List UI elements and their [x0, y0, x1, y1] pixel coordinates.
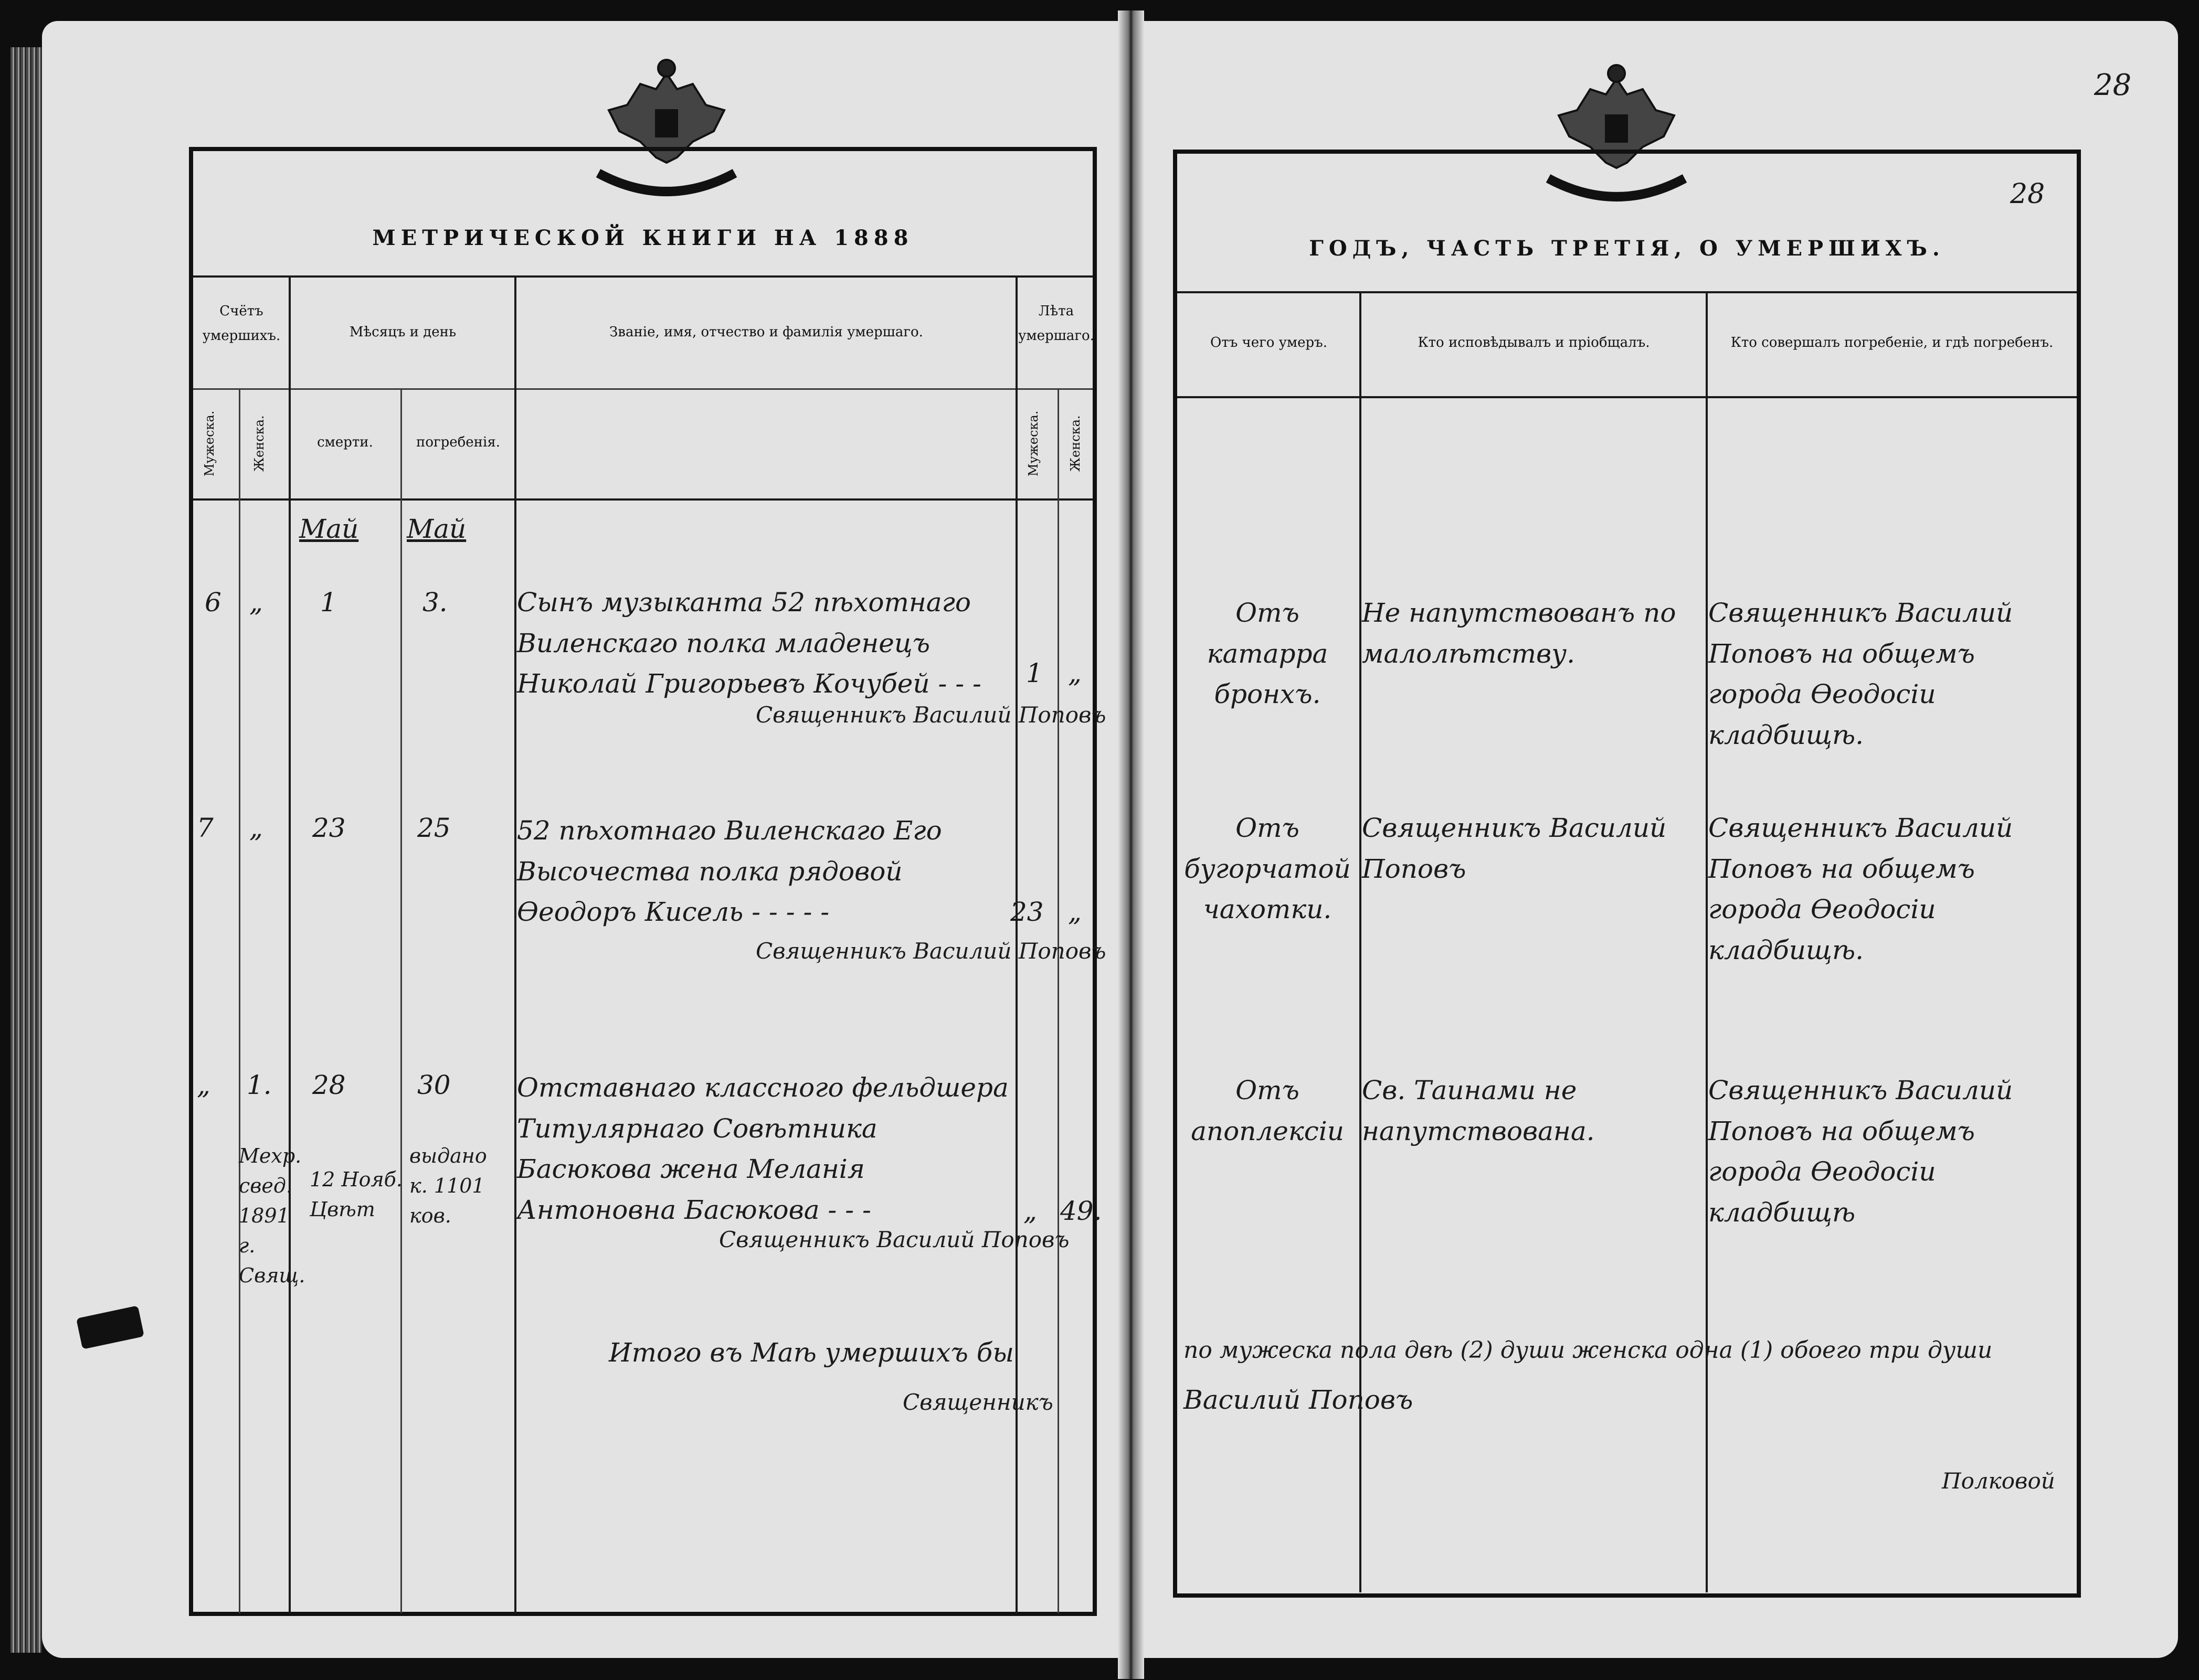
col-rule: [514, 275, 516, 1613]
entry-text: Сынъ музыканта 52 пѣхотнаго Виленскаго полка младенецъ Николай Григорьевъ Кочубей - - -: [517, 587, 981, 699]
header-month-day: Мѣсяцъ и день: [349, 324, 457, 340]
entry-signature: Священникъ Василий Поповъ: [756, 702, 1106, 728]
cause-entry: Отъ катарра бронхъ.: [1207, 598, 1328, 709]
entry-age-f: „: [1068, 897, 1082, 927]
entry-death-day: 1: [320, 587, 337, 618]
page-number-inner: 28: [2010, 178, 2045, 210]
col-rule: [239, 388, 240, 1613]
burier-entry: Священникъ Василий Поповъ на общемъ города Өеодосіи кладбищѣ.: [1708, 598, 2013, 750]
right-header-rule: [1177, 291, 2077, 293]
burier-entry: Священникъ Василий Поповъ на общемъ города Өеодосіи кладбищѣ.: [1708, 813, 2013, 965]
left-summary-sign: Священникъ: [903, 1389, 1053, 1415]
entry-age-f: 49.: [1060, 1196, 1102, 1226]
book-gutter: [1118, 10, 1144, 1679]
header-confessor: Кто исповѣдывалъ и пріобщалъ.: [1418, 335, 1650, 350]
header-death: смерти.: [317, 434, 373, 450]
entry-burial-day: 25: [417, 813, 451, 843]
header-male: Мужеска.: [202, 410, 217, 476]
entry-female: „: [249, 587, 263, 618]
entry-signature: Священникъ Василий Поповъ: [756, 938, 1106, 964]
month-burial: Май: [407, 514, 467, 544]
entry-signature: Священникъ Василий Поповъ: [719, 1227, 1070, 1252]
header-name: Званіе, имя, отчество и фамилія умершаго.: [609, 324, 923, 340]
confessor-entry: Св. Таинами не напутствована.: [1362, 1075, 1595, 1146]
entry-age-m: 23: [1010, 897, 1044, 927]
entry-death-day: 28: [312, 1070, 346, 1100]
entry-age-m: „: [1023, 1196, 1037, 1226]
cause-entry: Отъ апоплексіи: [1191, 1075, 1344, 1146]
entry-burial-day: 3.: [422, 587, 448, 618]
confessor-entry: Священникъ Василий Поповъ: [1362, 813, 1667, 884]
book-edge: [10, 47, 42, 1653]
left-title: МЕТРИЧЕСКОЙ КНИГИ НА 1888: [372, 226, 914, 250]
header-female: Женска.: [252, 415, 267, 472]
confessor-entry: Не напутствованъ по малолѣтству.: [1362, 598, 1676, 669]
entry-num: 7: [197, 813, 214, 843]
entry-burial-day: 30: [417, 1070, 451, 1100]
entry-age-m: 1: [1026, 658, 1043, 688]
col-rule: [289, 275, 291, 1613]
burier-entry: Священникъ Василий Поповъ на общемъ города Өеодосіи кладбищѣ: [1708, 1075, 2013, 1228]
entry-text: Отставнаго классного фельдшера Титулярнаго Совѣтника Басюкова жена Меланія Антоновна Басюкова - - -: [517, 1072, 1009, 1225]
page-number: 28: [2094, 68, 2132, 102]
left-header-rule: [193, 275, 1093, 278]
left-body-rule: [193, 498, 1093, 501]
right-summary-sign: Василий Поповъ: [1183, 1385, 1413, 1415]
header-age: Лѣта умершаго.: [1018, 303, 1094, 344]
entry-death-day: 23: [312, 813, 346, 843]
header-cause: Отъ чего умеръ.: [1210, 335, 1327, 350]
right-title: ГОДЪ, ЧАСТЬ ТРЕТІЯ, О УМЕРШИХЪ.: [1309, 236, 1945, 261]
header-burial: погребенія.: [416, 434, 500, 450]
header-burier: Кто совершалъ погребеніе, и гдѣ погребенъ.: [1730, 335, 2054, 350]
header-age-female: Женска.: [1068, 415, 1083, 472]
col-rule: [1058, 388, 1059, 1613]
month-death: Май: [299, 514, 359, 544]
right-summary: по мужеска пола двѣ (2) души женска одна (1) обоего три души: [1183, 1337, 1993, 1364]
left-subheader-rule: [193, 388, 1093, 390]
entry-age-f: „: [1068, 658, 1082, 688]
entry-num: „: [197, 1070, 210, 1100]
header-count: Счётъ умершихъ.: [202, 303, 281, 344]
header-age-male: Мужеска.: [1026, 410, 1041, 476]
left-summary: Итого въ Маѣ умершихъ бы: [609, 1337, 1014, 1368]
entry-female: „: [249, 813, 263, 843]
entry-note-mid: 12 Нояб. Цвѣт: [310, 1168, 403, 1221]
col-rule: [1706, 291, 1708, 1592]
final-sign: Полковой: [1942, 1468, 2055, 1494]
col-rule: [400, 388, 402, 1613]
entry-note-right: выдано к. 1101 ков.: [409, 1144, 487, 1227]
right-body-rule: [1177, 396, 2077, 398]
entry-text: 52 пѣхотнаго Виленскаго Его Высочества полка рядовой Өеодоръ Кисель - - - - -: [517, 815, 942, 927]
entry-female: 1.: [247, 1070, 272, 1100]
entry-num: 6: [205, 587, 221, 618]
entry-note-left: Мехр. свед. 1891 г. Свящ.: [239, 1144, 305, 1287]
cause-entry: Отъ бугорчатой чахотки.: [1184, 813, 1351, 924]
